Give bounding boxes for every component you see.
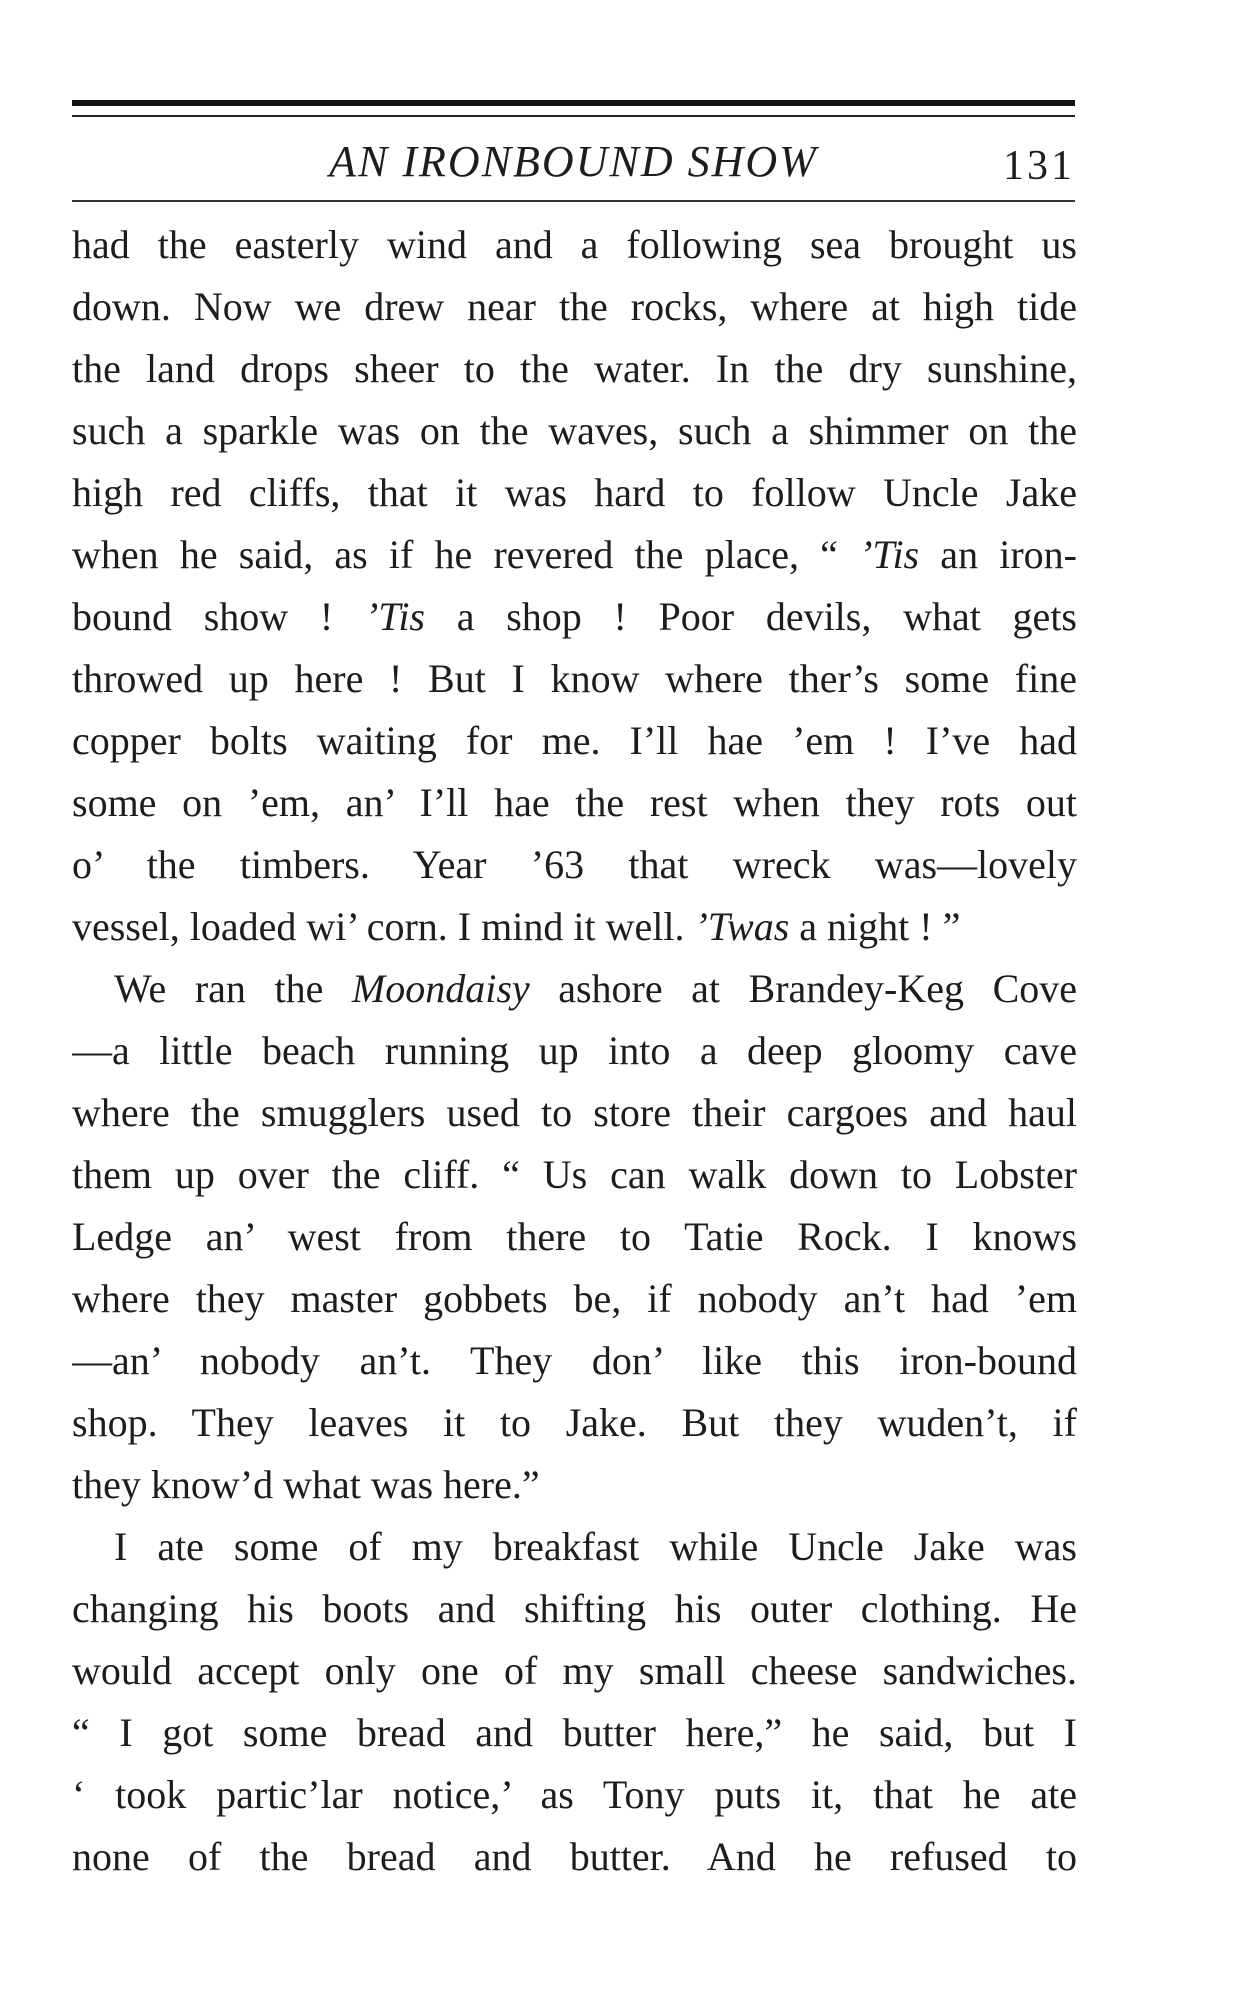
text-line: shop. They leaves it to Jake. But they wuden’t, if [72,1400,1077,1445]
text-line: when he said, as if he revered the place, “ ’Tis an iron- [72,532,1077,577]
text-line: changing his boots and shifting his outer clothing. He [72,1586,1077,1631]
text-line: —an’ nobody an’t. They don’ like this iron-bound [72,1338,1077,1383]
text-line: where the smugglers used to store their cargoes and haul [72,1090,1077,1135]
text-line: vessel, loaded wi’ corn. I mind it well. ’Twas a night ! ” [72,904,961,949]
text-line: ‘ took partic’lar notice,’ as Tony puts it, that he ate [72,1772,1077,1817]
running-title: AN IRONBOUND SHOW [329,137,818,186]
text-line: down. Now we drew near the rocks, where at high tide [72,284,1077,329]
text-line: o’ the timbers. Year ’63 that wreck was—lovely [72,842,1077,887]
text-line: where they master gobbets be, if nobody an’t had ’em [72,1276,1077,1321]
text-line: I ate some of my breakfast while Uncle Jake was [114,1524,1077,1569]
text-line: them up over the cliff. “ Us can walk down to Lobster [72,1152,1077,1197]
text-line: Ledge an’ west from there to Tatie Rock. I knows [72,1214,1077,1259]
text-line: copper bolts waiting for me. I’ll hae ’em ! I’ve had [72,718,1077,763]
header-rule-bottom [72,200,1075,202]
paragraph [72,214,1077,958]
text-line: the land drops sheer to the water. In the dry sunshine, [72,346,1077,391]
header-rule-thick [72,100,1075,106]
paragraph [72,1516,1077,1888]
text-line: some on ’em, an’ I’ll hae the rest when they rots out [72,780,1077,825]
text-line: throwed up here ! But I know where ther’s some fine [72,656,1077,701]
text-line: none of the bread and butter. And he refused to [72,1834,1077,1879]
text-line: such a sparkle was on the waves, such a shimmer on the [72,408,1077,453]
text-line: high red cliffs, that it was hard to follow Uncle Jake [72,470,1077,515]
text-line: bound show ! ’Tis a shop ! Poor devils, what gets [72,594,1077,639]
page-number: 131 [1003,143,1075,189]
paragraph [72,958,1077,1516]
text-line: We ran the Moondaisy ashore at Brandey-Keg Cove [114,966,1077,1011]
body-text [72,214,1077,1888]
running-head [72,132,1075,192]
text-line: —a little beach running up into a deep gloomy cave [72,1028,1077,1073]
text-line: had the easterly wind and a following sea brought us [72,222,1077,267]
text-line: they know’d what was here.” [72,1462,540,1507]
text-line: “ I got some bread and butter here,” he said, but I [72,1710,1077,1755]
text-line: would accept only one of my small cheese sandwiches. [72,1648,1077,1693]
header-rule-thin [72,115,1075,117]
